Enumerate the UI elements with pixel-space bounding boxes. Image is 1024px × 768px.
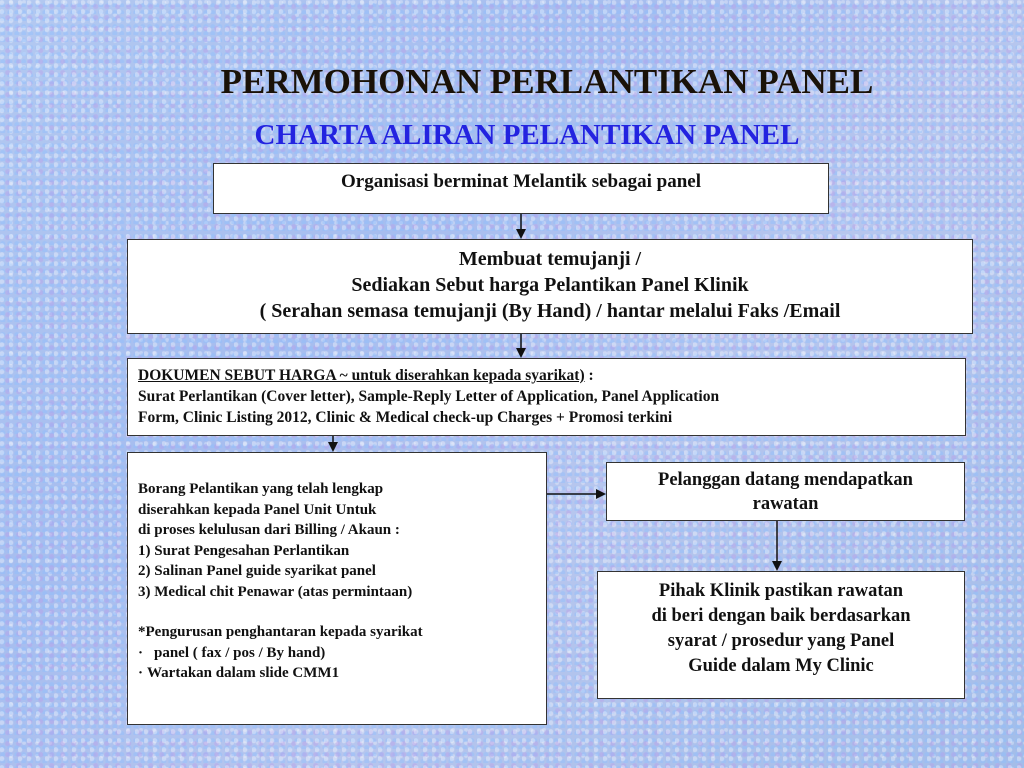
bullet-dot-icon: · <box>138 644 144 661</box>
step4-line: 1) Surat Pengesahan Perlantikan <box>138 542 350 559</box>
step3-heading: DOKUMEN SEBUT HARGA ~ untuk diserahkan kepada syarikat) <box>138 367 585 384</box>
step4-line: 2) Salinan Panel guide syarikat panel <box>138 563 376 579</box>
step3-line: Form, Clinic Listing 2012, Clinic & Medical check-up Charges + Promosi terkini <box>138 409 673 426</box>
page-title: PERMOHONAN PERLANTIKAN PANEL <box>220 62 874 101</box>
step4-bullet-text: panel ( fax / pos / By hand) <box>154 644 326 661</box>
step6-line: Pihak Klinik pastikan rawatan <box>658 581 904 601</box>
step4-bullet-item <box>138 663 536 684</box>
flow-step-dokumen-sebut-harga <box>127 358 966 436</box>
flow-step-organisasi-berminat <box>213 163 829 214</box>
step3-line: Surat Perlantikan (Cover letter), Sample-Reply Letter of Application, Panel Application <box>138 388 720 405</box>
step4-line: diserahkan kepada Panel Unit Untuk <box>138 501 377 518</box>
step2-line: Membuat temujanji / <box>458 248 642 270</box>
flow-step-pelanggan-datang <box>606 462 965 521</box>
step5-line: Pelanggan datang mendapatkan <box>658 470 913 490</box>
step3-heading-suffix: : <box>584 367 594 384</box>
flow-step-pihak-klinik <box>597 571 965 699</box>
step6-line: syarat / prosedur yang Panel <box>667 631 895 651</box>
step6-line: Guide dalam My Clinic <box>688 656 874 676</box>
step4-note: *Pengurusan penghantaran kepada syarikat <box>138 624 423 640</box>
step4-bullet-text: Wartakan dalam slide CMM1 <box>147 665 340 681</box>
step4-line: Borang Pelantikan yang telah lengkap <box>138 481 384 497</box>
flow-step-borang-pelantikan <box>127 452 547 725</box>
page-subtitle: CHARTA ALIRAN PELANTIKAN PANEL <box>254 119 800 151</box>
flow-step-membuat-temujanji <box>127 239 973 334</box>
step5-line: rawatan <box>752 494 819 514</box>
step1-text: Organisasi berminat Melantik sebagai panel <box>341 171 701 192</box>
step6-line: di beri dengan baik berdasarkan <box>651 606 911 626</box>
step2-line: Sediakan Sebut harga Pelantikan Panel Klinik <box>351 274 749 296</box>
step4-line: di proses kelulusan dari Billing / Akaun : <box>138 522 400 538</box>
step4-line: 3) Medical chit Penawar (atas permintaan) <box>138 583 413 600</box>
bullet-dot-icon: · <box>138 665 144 681</box>
step2-line: ( Serahan semasa temujanji (By Hand) / hantar melalui Faks /Email <box>259 300 841 322</box>
step4-bullet-item <box>138 643 536 664</box>
